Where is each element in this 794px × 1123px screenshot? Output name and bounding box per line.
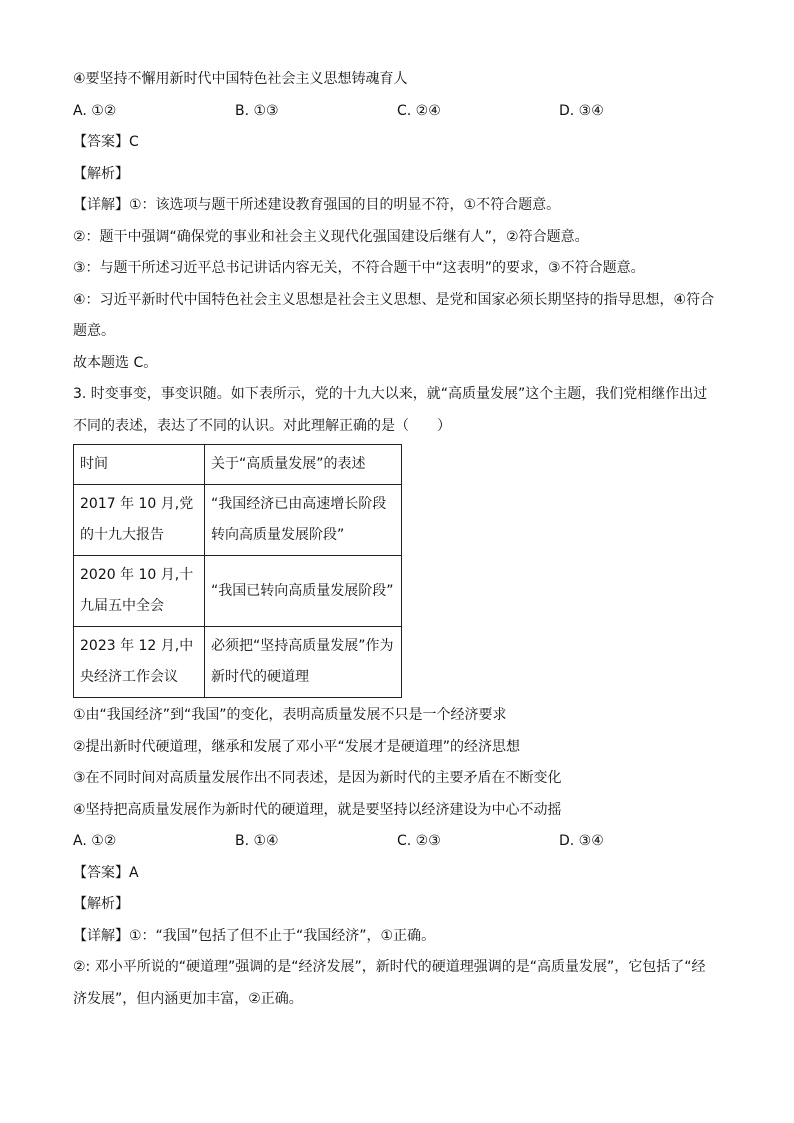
table-header-statement: 关于“高质量发展”的表述 — [205, 445, 402, 485]
q2-option-c: C. ②④ — [397, 102, 441, 119]
q2-detail-2: ②：题干中强调“确保党的事业和社会主义现代化强国建设后继有人”，②符合题意。 — [73, 228, 589, 245]
q3-item-1: ①由“我国经济”到“我国”的变化，表明高质量发展不只是一个经济要求 — [73, 707, 507, 723]
q2-options — [73, 96, 733, 128]
q2-option-b: B. ①③ — [235, 102, 279, 119]
q2-answer: 【答案】C — [73, 134, 139, 150]
table-cell-time: 2017 年 10 月,党的十九大报告 — [74, 485, 205, 556]
q3-item-2: ②提出新时代硬道理，继承和发展了邓小平“发展才是硬道理”的经济思想 — [73, 738, 521, 755]
document-page — [73, 64, 733, 1015]
q3-option-a: A. ①② — [73, 833, 117, 849]
q2-conclusion: 故本题选 C。 — [73, 354, 158, 371]
q3-option-d: D. ③④ — [559, 833, 604, 849]
table-cell-time: 2023 年 12 月,中央经济工作会议 — [74, 627, 205, 698]
table-cell-statement: “我国经济已由高速增长阶段转向高质量发展阶段” — [205, 485, 402, 556]
table-cell-statement: “我国已转向高质量发展阶段” — [205, 556, 402, 627]
q3-stem-line1: 3. 时变事变，事变识随。如下表所示，党的十九大以来，就“高质量发展”这个主题，我们党相继作出过 — [73, 386, 708, 402]
q2-detail-4-line1: ④：习近平新时代中国特色社会主义思想是社会主义思想、是党和国家必须长期坚持的指导思想，④符合 — [73, 291, 715, 308]
q3-answer: 【答案】A — [73, 864, 139, 881]
q2-option-d: D. ③④ — [559, 102, 604, 119]
q3-item-3: ③在不同时间对高质量发展作出不同表述，是因为新时代的主要矛盾在不断变化 — [73, 770, 562, 786]
q3-table — [73, 444, 402, 698]
table-cell-time: 2020 年 10 月,十九届五中全会 — [74, 556, 205, 627]
table-row — [74, 627, 402, 698]
q3-option-b: B. ①④ — [235, 833, 279, 849]
q3-stem-line2: 不同的表述，表达了不同的认识。对此理解正确的是（ ） — [73, 417, 451, 434]
q3-detail-1: 【详解】①：“我国”包括了但不止于“我国经济”，①正确。 — [73, 927, 436, 944]
q2-analysis-label: 【解析】 — [73, 165, 129, 182]
q3-options — [73, 826, 733, 858]
table-header-row — [74, 445, 402, 485]
q3-detail-2-line2: 济发展”，但内涵更加丰富，②正确。 — [73, 990, 303, 1007]
table-header-time: 时间 — [74, 445, 205, 485]
q2-option-a: A. ①② — [73, 102, 117, 119]
q2-detail-1: 【详解】①：该选项与题干所述建设教育强国的目的明显不符，①不符合题意。 — [73, 197, 561, 213]
q2-item-4: ④要坚持不懈用新时代中国特色社会主义思想铸魂育人 — [73, 71, 408, 87]
table-row — [74, 485, 402, 556]
table-row — [74, 556, 402, 627]
q3-detail-2-line1: ②: 邓小平所说的“硬道理”强调的是“经济发展”，新时代的硬道理强调的是“高质量发展”，它包括了“经 — [73, 959, 706, 975]
q3-analysis-label: 【解析】 — [73, 896, 129, 912]
q2-detail-3: ③：与题干所述习近平总书记讲话内容无关，不符合题干中“这表明”的要求，③不符合题意。 — [73, 260, 645, 276]
q3-item-4: ④坚持把高质量发展作为新时代的硬道理，就是要坚持以经济建设为中心不动摇 — [73, 801, 562, 818]
q3-option-c: C. ②③ — [397, 833, 441, 849]
table-cell-statement: 必须把“坚持高质量发展”作为新时代的硬道理 — [205, 627, 402, 698]
q2-detail-4-line2: 题意。 — [73, 323, 115, 339]
